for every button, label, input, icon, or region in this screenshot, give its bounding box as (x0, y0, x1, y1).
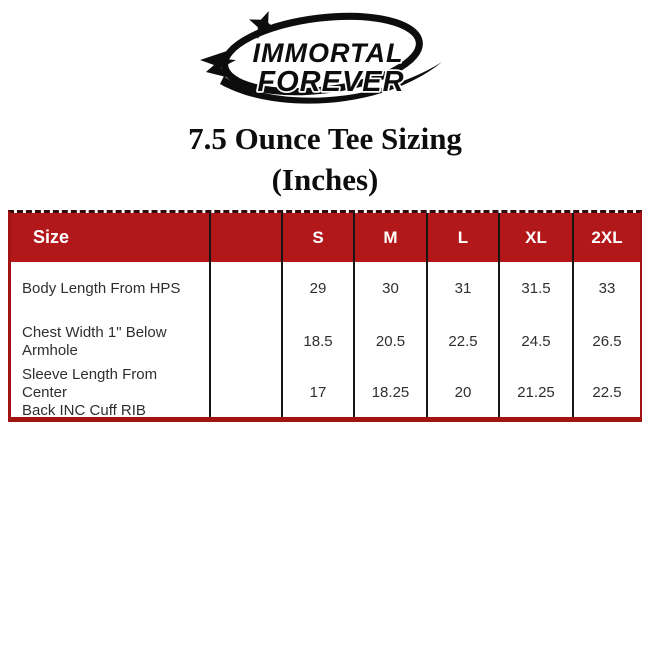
value-cell: 20.5 (355, 315, 428, 368)
header-col-2xl: 2XL (574, 213, 640, 262)
header-col-m: M (355, 213, 428, 262)
spacer-cell (211, 368, 283, 417)
header-col-l: L (428, 213, 500, 262)
brand-logo (200, 8, 450, 116)
value-cell: 22.5 (592, 384, 622, 401)
value-cell: 18.5 (283, 315, 355, 368)
value-cell: 30 (355, 262, 428, 315)
logo-word-forever: FOREVER (257, 66, 405, 98)
row-label-line: Armhole (22, 341, 78, 359)
spacer-cell (211, 262, 283, 315)
value-cell: 29 (283, 262, 355, 315)
page-title (0, 118, 650, 200)
value-cell: 31 (428, 262, 500, 315)
row-label-line: Chest Width 1" Below (22, 323, 167, 341)
row-label-chest-width (11, 315, 211, 368)
row-label-line: Body Length From HPS (22, 279, 181, 297)
page-title-line1: 7.5 Ounce Tee Sizing (188, 121, 462, 156)
header-col-s: S (283, 213, 355, 262)
header-spacer-cell (211, 213, 283, 262)
spacer-cell (211, 315, 283, 368)
value-cell: 24.5 (500, 315, 574, 368)
value-cell: 18.25 (355, 368, 428, 417)
value-cell: 33 (598, 280, 616, 297)
value-cell: 26.5 (592, 333, 622, 350)
header-col-xl: XL (500, 213, 574, 262)
brand-logo-graphic (200, 8, 450, 116)
sizing-table (8, 210, 642, 422)
row-label-body-length (11, 262, 211, 315)
value-cell: 20 (428, 368, 500, 417)
value-cell: 21.25 (500, 368, 574, 417)
row-label-line: Back INC Cuff RIB (22, 401, 146, 419)
page-title-line2: (Inches) (271, 162, 379, 197)
row-label-line: Sleeve Length From Center (22, 365, 158, 401)
logo-word-immortal: IMMORTAL (252, 38, 404, 68)
value-cell: 17 (283, 368, 355, 417)
value-cell: 31.5 (500, 262, 574, 315)
row-label-sleeve-length (11, 365, 211, 419)
header-size-label: Size (11, 213, 211, 262)
value-cell: 22.5 (428, 315, 500, 368)
